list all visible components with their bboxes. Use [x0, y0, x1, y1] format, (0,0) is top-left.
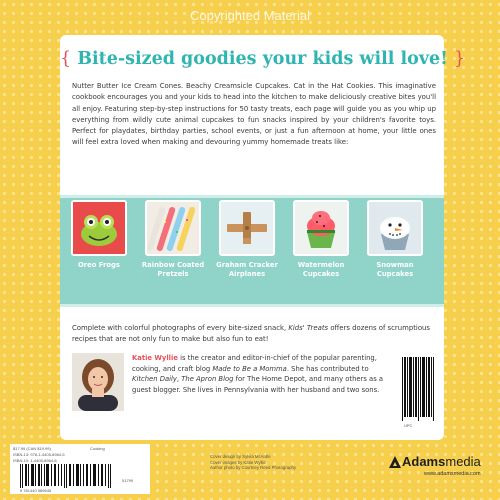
isbn13-text: ISBN-13: 978-1-4405-8964-5 — [13, 452, 65, 457]
publisher-name — [402, 454, 481, 469]
credit-line: Cover images by Katie Wyllie — [210, 459, 266, 465]
treat-label — [212, 261, 282, 278]
treat-snowman-cupcakes — [360, 200, 430, 278]
publisher-url: www.adamsmedia.com — [424, 471, 481, 477]
band-bottom-stripe — [60, 304, 444, 307]
category-text: Cooking — [90, 446, 105, 451]
tagline-text: Bite-sized goodies your kids will love! — [77, 49, 448, 69]
complete-paragraph — [72, 323, 436, 346]
rainbow-pretzels-photo — [145, 200, 201, 256]
treat-label-line2: Cupcakes — [302, 269, 340, 278]
treat-label-line1: Rainbow Coated — [141, 261, 205, 269]
oreo-frogs-photo — [71, 200, 127, 256]
watermelon-cupcakes-photo — [293, 200, 349, 256]
snowman-cupcakes-photo — [367, 200, 423, 256]
treat-graham-airplanes — [212, 200, 282, 278]
bio-text: , — [176, 375, 182, 384]
author-photo — [72, 353, 124, 411]
upc-label: UPC — [404, 423, 413, 428]
author-name: Katie Wyllie — [132, 354, 178, 362]
copyright-watermark: Copyrighted Material — [190, 8, 310, 23]
price-code: 51799 — [122, 478, 134, 483]
ean-digits: 9 781440 589645 — [20, 488, 52, 493]
publication-name: Kitchen Daily — [132, 375, 177, 384]
treat-label-line1: Graham Cracker — [216, 261, 278, 269]
graham-airplanes-photo — [219, 200, 275, 256]
treat-label-line2: Airplanes — [228, 269, 266, 278]
complete-text-after: offers dozens of scrumptious recipes that are not only fun to make but also fun to eat! — [72, 324, 431, 344]
tagline-open-brace: { — [60, 49, 72, 69]
upc-barcode — [398, 353, 438, 431]
complete-text-before: Complete with colorful photographs of every bite-sized snack, — [72, 324, 289, 332]
treat-label-line2: Pretzels — [157, 269, 189, 278]
treat-label-line2: Cupcakes — [376, 269, 414, 278]
treat-label — [138, 261, 208, 278]
publisher-logo — [388, 448, 498, 488]
blog-name: Made to Be a Momma — [212, 364, 287, 373]
bio-text: . She has contributed to — [286, 364, 369, 373]
bio-text: for The Home Depot, and many others as a guest blogger. She lives in Pennsylvania with her husband and two sons. — [132, 375, 384, 394]
treat-label-line1: Snowman — [376, 261, 414, 269]
credit-line: Cover design by Sylvia McArdle — [210, 454, 271, 459]
treat-label — [286, 261, 356, 278]
adams-a-logo-icon — [388, 455, 402, 469]
publisher-name-thin: media — [445, 454, 481, 469]
bio-text: is the creator and editor-in-chief of the popular parenting, cooking, and craft blog — [132, 354, 377, 373]
book-title-italic: Kids' Treats — [288, 324, 329, 332]
treat-label — [64, 261, 134, 270]
treat-watermelon-cupcakes — [286, 200, 356, 278]
credit-line: Author photo by Courtney Reed Photography — [210, 465, 296, 471]
treat-oreo-frogs — [64, 200, 134, 270]
book-description: Nutter Butter Ice Cream Cones. Beachy Creamsicle Cupcakes. Cat in the Hat Cookies. This imaginative cookbook encourages you and your kids to head into the kitchen to make deliciously creative bites you'll all enjoy. Featuring step-by-step instructions for 50 tasty treats, each page will guide you as you whip up everything from wildly cute animal cupcakes to fun snacks inspired by your children's favorite toys. Perfect for playdates, birthday parties, school events, or just a fun afternoon at home, your little ones will feel extra loved when making and devouring yummy homemade treats like: — [72, 82, 436, 147]
tagline-heading — [60, 49, 466, 69]
publisher-name-bold: Adams — [402, 454, 446, 469]
cover-credits — [210, 454, 320, 471]
treat-rainbow-pretzels — [138, 200, 208, 278]
treat-label-line1: Oreo Frogs — [78, 261, 120, 269]
isbn10-text: ISBN-10: 1-4405-8964-8 — [13, 458, 57, 463]
isbn-block — [10, 444, 150, 494]
treat-label — [360, 261, 430, 278]
tagline-close-brace: } — [453, 49, 466, 69]
price-text: $17.99 (CAN $19.99) — [13, 446, 51, 451]
publication-name: The Apron Blog — [181, 375, 234, 384]
upc-barcode-icon — [398, 353, 438, 431]
isbn-barcode-icon — [20, 464, 116, 488]
band-top-stripe — [60, 195, 444, 198]
treat-label-line1: Watermelon — [297, 261, 345, 269]
back-cover-panel — [60, 35, 466, 440]
author-bio — [132, 353, 390, 395]
